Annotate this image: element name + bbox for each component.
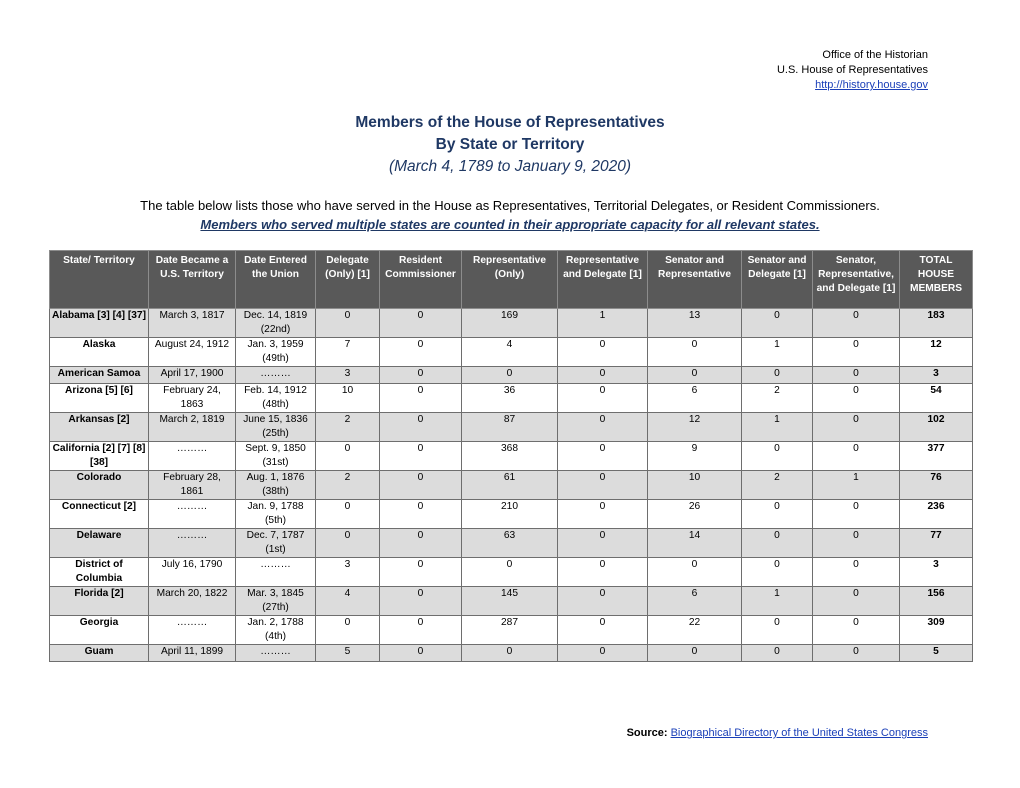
cell-total: 5: [900, 645, 973, 662]
cell-representative: 0: [462, 645, 558, 662]
cell-territory-date: February 24, 1863: [149, 384, 236, 413]
col-header: State/ Territory: [50, 251, 149, 309]
cell-delegate: 4: [316, 587, 380, 616]
cell-state: Arizona [5] [6]: [50, 384, 149, 413]
cell-sen-rep-delegate: 0: [813, 309, 900, 338]
cell-delegate: 0: [316, 500, 380, 529]
cell-sen-rep: 22: [648, 616, 742, 645]
cell-resident: 0: [380, 587, 462, 616]
cell-sen-rep-delegate: 0: [813, 587, 900, 616]
cell-resident: 0: [380, 529, 462, 558]
cell-resident: 0: [380, 616, 462, 645]
cell-total: 156: [900, 587, 973, 616]
cell-union-date: Dec. 14, 1819 (22nd): [236, 309, 316, 338]
cell-total: 12: [900, 338, 973, 367]
cell-representative: 210: [462, 500, 558, 529]
col-header: Senator and Delegate [1]: [742, 251, 813, 309]
col-header: Date Became a U.S. Territory: [149, 251, 236, 309]
cell-sen-delegate: 0: [742, 529, 813, 558]
cell-sen-rep: 26: [648, 500, 742, 529]
cell-rep-delegate: 0: [558, 500, 648, 529]
cell-territory-date: ………: [149, 529, 236, 558]
cell-sen-delegate: 2: [742, 471, 813, 500]
cell-total: 54: [900, 384, 973, 413]
cell-sen-rep: 0: [648, 558, 742, 587]
cell-sen-rep: 0: [648, 367, 742, 384]
cell-territory-date: March 3, 1817: [149, 309, 236, 338]
table-row: [50, 367, 973, 384]
cell-territory-date: ………: [149, 616, 236, 645]
cell-sen-rep-delegate: 0: [813, 367, 900, 384]
cell-sen-rep-delegate: 0: [813, 529, 900, 558]
cell-total: 309: [900, 616, 973, 645]
cell-sen-delegate: 1: [742, 338, 813, 367]
cell-resident: 0: [380, 471, 462, 500]
cell-territory-date: April 17, 1900: [149, 367, 236, 384]
cell-sen-rep: 0: [648, 338, 742, 367]
source-label: Source:: [626, 727, 668, 739]
page-subtitle: By State or Territory: [435, 136, 585, 153]
col-header: Delegate (Only) [1]: [316, 251, 380, 309]
source-note: [627, 727, 928, 739]
cell-delegate: 3: [316, 558, 380, 587]
col-header: Senator and Representative: [648, 251, 742, 309]
cell-sen-rep-delegate: 0: [813, 500, 900, 529]
cell-resident: 0: [380, 558, 462, 587]
cell-territory-date: August 24, 1912: [149, 338, 236, 367]
cell-state: Alabama [3] [4] [37]: [50, 309, 149, 338]
cell-state: Alaska: [50, 338, 149, 367]
cell-state: District of Columbia: [50, 558, 149, 587]
cell-sen-rep: 13: [648, 309, 742, 338]
cell-representative: 287: [462, 616, 558, 645]
cell-union-date: ………: [236, 558, 316, 587]
cell-union-date: Mar. 3, 1845 (27th): [236, 587, 316, 616]
cell-sen-delegate: 0: [742, 442, 813, 471]
intro-description: The table below lists those who have served in the House as Representatives, Territorial Delegates, or Resident Commissioners.: [140, 198, 880, 213]
cell-rep-delegate: 0: [558, 384, 648, 413]
cell-union-date: ………: [236, 645, 316, 662]
office-name: Office of the Historian: [822, 49, 928, 61]
cell-delegate: 0: [316, 616, 380, 645]
cell-resident: 0: [380, 384, 462, 413]
cell-territory-date: March 20, 1822: [149, 587, 236, 616]
col-header: Resident Commissioner: [380, 251, 462, 309]
cell-sen-delegate: 0: [742, 558, 813, 587]
table-row: [50, 500, 973, 529]
cell-sen-rep: 12: [648, 413, 742, 442]
cell-state: Delaware: [50, 529, 149, 558]
cell-representative: 145: [462, 587, 558, 616]
members-table: [49, 250, 973, 662]
cell-delegate: 10: [316, 384, 380, 413]
cell-sen-delegate: 2: [742, 384, 813, 413]
cell-union-date: ………: [236, 367, 316, 384]
table-row: [50, 529, 973, 558]
cell-delegate: 2: [316, 471, 380, 500]
cell-resident: 0: [380, 500, 462, 529]
cell-delegate: 5: [316, 645, 380, 662]
table-header-row: [50, 251, 973, 309]
cell-state: Florida [2]: [50, 587, 149, 616]
cell-sen-rep: 9: [648, 442, 742, 471]
cell-union-date: Sept. 9, 1850 (31st): [236, 442, 316, 471]
col-header: Senator, Representative, and Delegate [1]: [813, 251, 900, 309]
table-row: [50, 471, 973, 500]
cell-rep-delegate: 0: [558, 529, 648, 558]
cell-state: Guam: [50, 645, 149, 662]
cell-state: Colorado: [50, 471, 149, 500]
cell-sen-delegate: 0: [742, 309, 813, 338]
cell-sen-rep-delegate: 0: [813, 442, 900, 471]
cell-resident: 0: [380, 367, 462, 384]
table-row: [50, 413, 973, 442]
cell-delegate: 3: [316, 367, 380, 384]
col-header: Date Entered the Union: [236, 251, 316, 309]
cell-sen-delegate: 0: [742, 500, 813, 529]
cell-representative: 36: [462, 384, 558, 413]
cell-sen-delegate: 0: [742, 616, 813, 645]
table-row: [50, 558, 973, 587]
table-row: [50, 442, 973, 471]
cell-union-date: Jan. 2, 1788 (4th): [236, 616, 316, 645]
cell-representative: 63: [462, 529, 558, 558]
cell-resident: 0: [380, 645, 462, 662]
cell-resident: 0: [380, 309, 462, 338]
cell-delegate: 0: [316, 309, 380, 338]
cell-representative: 0: [462, 558, 558, 587]
cell-sen-rep: 14: [648, 529, 742, 558]
intro-text: [0, 196, 1020, 234]
cell-territory-date: April 11, 1899: [149, 645, 236, 662]
table-row: [50, 645, 973, 662]
cell-sen-rep: 0: [648, 645, 742, 662]
table-row: [50, 338, 973, 367]
cell-rep-delegate: 0: [558, 558, 648, 587]
date-range: (March 4, 1789 to January 9, 2020): [388, 158, 632, 175]
office-header: [777, 48, 928, 93]
source-link[interactable]: Biographical Directory of the United States Congress: [670, 727, 928, 739]
cell-representative: 169: [462, 309, 558, 338]
cell-territory-date: February 28, 1861: [149, 471, 236, 500]
cell-state: Georgia: [50, 616, 149, 645]
cell-rep-delegate: 0: [558, 587, 648, 616]
cell-sen-rep: 6: [648, 384, 742, 413]
cell-sen-delegate: 1: [742, 413, 813, 442]
title-block: [0, 112, 1020, 178]
cell-territory-date: July 16, 1790: [149, 558, 236, 587]
cell-union-date: Feb. 14, 1912 (48th): [236, 384, 316, 413]
cell-state: California [2] [7] [8] [38]: [50, 442, 149, 471]
cell-union-date: June 15, 1836 (25th): [236, 413, 316, 442]
cell-resident: 0: [380, 338, 462, 367]
cell-union-date: Dec. 7, 1787 (1st): [236, 529, 316, 558]
cell-sen-rep: 10: [648, 471, 742, 500]
cell-territory-date: ………: [149, 500, 236, 529]
table-row: [50, 309, 973, 338]
table-row: [50, 384, 973, 413]
col-header: Representative (Only): [462, 251, 558, 309]
cell-total: 77: [900, 529, 973, 558]
cell-state: American Samoa: [50, 367, 149, 384]
office-url-link[interactable]: http://history.house.gov: [815, 79, 928, 91]
col-header: TOTAL HOUSE MEMBERS: [900, 251, 973, 309]
cell-territory-date: March 2, 1819: [149, 413, 236, 442]
cell-delegate: 7: [316, 338, 380, 367]
cell-total: 3: [900, 558, 973, 587]
cell-rep-delegate: 0: [558, 616, 648, 645]
cell-union-date: Aug. 1, 1876 (38th): [236, 471, 316, 500]
intro-emphasis: Members who served multiple states are counted in their appropriate capacity for all relevant states.: [200, 217, 820, 232]
cell-total: 377: [900, 442, 973, 471]
cell-rep-delegate: 0: [558, 645, 648, 662]
cell-sen-rep-delegate: 0: [813, 384, 900, 413]
cell-total: 3: [900, 367, 973, 384]
cell-sen-delegate: 0: [742, 367, 813, 384]
cell-state: Connecticut [2]: [50, 500, 149, 529]
cell-delegate: 0: [316, 529, 380, 558]
cell-state: Arkansas [2]: [50, 413, 149, 442]
cell-total: 102: [900, 413, 973, 442]
cell-total: 76: [900, 471, 973, 500]
cell-sen-delegate: 0: [742, 645, 813, 662]
cell-sen-rep-delegate: 0: [813, 645, 900, 662]
cell-sen-delegate: 1: [742, 587, 813, 616]
cell-territory-date: ………: [149, 442, 236, 471]
cell-rep-delegate: 0: [558, 471, 648, 500]
cell-representative: 87: [462, 413, 558, 442]
cell-rep-delegate: 1: [558, 309, 648, 338]
cell-total: 236: [900, 500, 973, 529]
cell-representative: 61: [462, 471, 558, 500]
cell-sen-rep-delegate: 0: [813, 558, 900, 587]
cell-rep-delegate: 0: [558, 367, 648, 384]
cell-representative: 368: [462, 442, 558, 471]
cell-rep-delegate: 0: [558, 442, 648, 471]
cell-rep-delegate: 0: [558, 338, 648, 367]
page-title: Members of the House of Representatives: [355, 114, 665, 131]
cell-sen-rep-delegate: 0: [813, 413, 900, 442]
cell-sen-rep-delegate: 0: [813, 616, 900, 645]
cell-resident: 0: [380, 442, 462, 471]
office-org: U.S. House of Representatives: [776, 64, 928, 76]
table-row: [50, 616, 973, 645]
cell-delegate: 2: [316, 413, 380, 442]
cell-union-date: Jan. 3, 1959 (49th): [236, 338, 316, 367]
cell-rep-delegate: 0: [558, 413, 648, 442]
cell-representative: 4: [462, 338, 558, 367]
cell-sen-rep: 6: [648, 587, 742, 616]
cell-sen-rep-delegate: 1: [813, 471, 900, 500]
cell-resident: 0: [380, 413, 462, 442]
cell-union-date: Jan. 9, 1788 (5th): [236, 500, 316, 529]
cell-delegate: 0: [316, 442, 380, 471]
cell-total: 183: [900, 309, 973, 338]
col-header: Representative and Delegate [1]: [558, 251, 648, 309]
table-row: [50, 587, 973, 616]
cell-sen-rep-delegate: 0: [813, 338, 900, 367]
cell-representative: 0: [462, 367, 558, 384]
